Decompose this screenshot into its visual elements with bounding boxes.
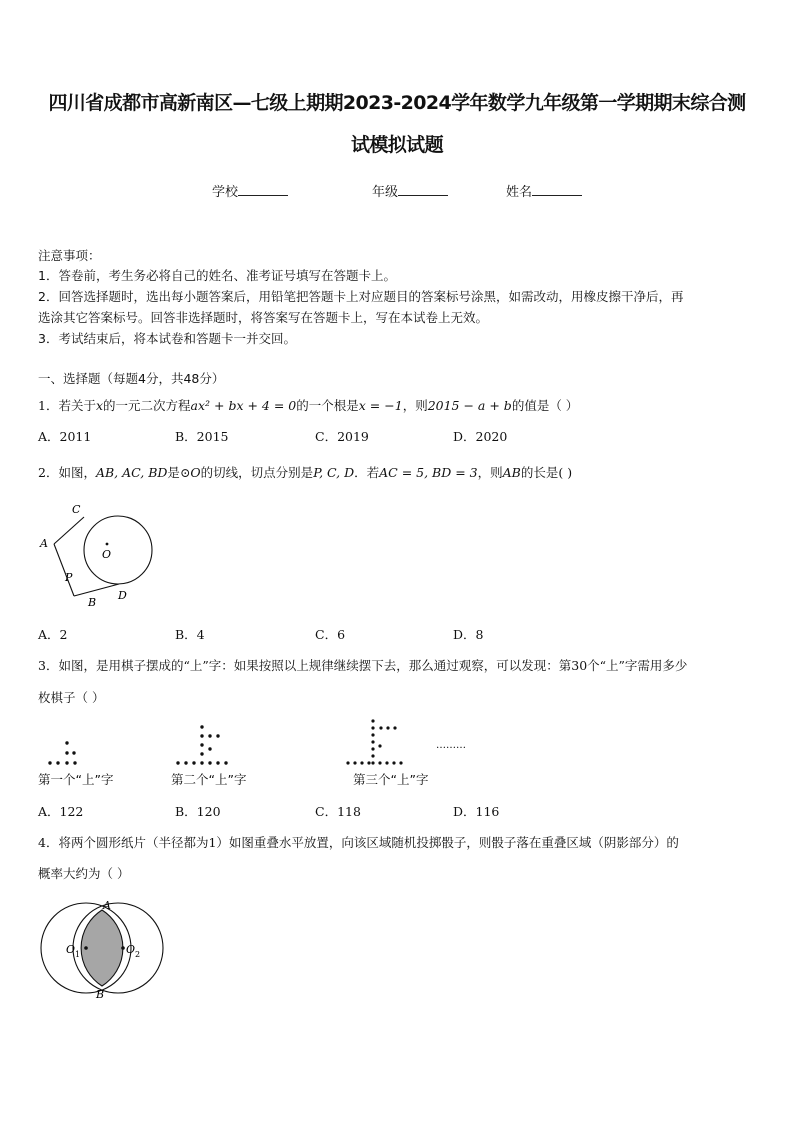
q3-option-d[interactable]: D．116	[453, 804, 500, 819]
q2-label-d: D	[118, 589, 127, 602]
question-4-line2: 概率大约为（ ）	[38, 866, 130, 881]
q2-label-b: B	[88, 596, 97, 609]
q2-label-a: A	[40, 537, 48, 550]
q3-option-a[interactable]: A．122	[38, 804, 84, 819]
q4-dot-o2	[121, 946, 125, 950]
q2-line-pd	[74, 584, 119, 596]
q2-label-c: C	[72, 503, 81, 516]
q2-label-p: P	[65, 571, 73, 584]
school-field[interactable]: 学校	[212, 181, 288, 200]
question-4-line1: 4．将两个圆形纸片（半径都为1）如图重叠水平放置，向该区域随机投掷骰子，则骰子落在重叠区域（阴影部分）的	[38, 835, 679, 850]
q4-label-o1: O	[66, 943, 76, 956]
note-2a: 2．回答选择题时，选出每小题答案后，用铅笔把答题卡上对应题目的答案标号涂黑，如需改动，用橡皮擦干净后，再	[38, 289, 684, 304]
note-2b: 选涂其它答案标号。回答非选择题时，将答案写在答题卡上，写在本试卷上无效。	[38, 310, 489, 325]
exam-title-line2: 试模拟试题	[350, 134, 443, 156]
pattern-2	[176, 725, 227, 764]
q4-dot-o1	[84, 946, 88, 950]
q4-label-a: A	[103, 899, 111, 912]
question-2-text: 2．如图，AB, AC, BD是⊙O的切线，切点分别是P, C, D．若AC = 5, BD = 3，则AB的长是( )	[38, 465, 573, 480]
q2-option-b[interactable]: B．4	[175, 627, 205, 642]
name-field[interactable]: 姓名	[506, 181, 582, 200]
q4-overlap-figure	[34, 896, 174, 1006]
q2-option-a[interactable]: A．2	[38, 627, 68, 642]
question-3-line1: 3．如图，是用棋子摆成的“上”字：如果按照以上规律继续摆下去，那么通过观察，可以发现：第30个“上”字需用多少	[38, 658, 688, 673]
caption-1: 第一个“上”字	[38, 772, 114, 787]
notes-heading: 注意事项：	[38, 248, 101, 263]
section-heading: 一、选择题（每题4分，共48分）	[38, 371, 225, 386]
q3-ellipsis: ………	[436, 740, 466, 751]
q1-option-c[interactable]: C．2019	[315, 429, 369, 444]
q2-option-c[interactable]: C．6	[315, 627, 346, 642]
question-1-text: 1．若关于x的一元二次方程ax² + bx + 4 = 0的一个根是x = −1，则2015 − a + b的值是（ ）	[38, 398, 579, 413]
q3-chess-figure	[36, 716, 486, 772]
q2-circle	[84, 516, 152, 584]
note-1: 1．答卷前，考生务必将自己的姓名、准考证号填写在答题卡上。	[38, 268, 396, 283]
q1-option-d[interactable]: D．2020	[453, 429, 508, 444]
grade-field[interactable]: 年级	[372, 181, 448, 200]
q2-tangent-figure	[34, 496, 164, 614]
q1-option-b[interactable]: B．2015	[175, 429, 229, 444]
q2-center-dot	[106, 543, 109, 546]
note-3: 3．考试结束后，将本试卷和答题卡一并交回。	[38, 331, 296, 346]
q4-label-b: B	[96, 988, 105, 1001]
caption-3: 第三个“上”字	[353, 772, 429, 787]
q3-option-b[interactable]: B．120	[175, 804, 221, 819]
pattern-3	[346, 719, 402, 764]
q4-label-o2-sub: 2	[135, 950, 141, 959]
q1-option-a[interactable]: A．2011	[38, 429, 92, 444]
q2-option-d[interactable]: D．8	[453, 627, 484, 642]
pattern-1	[48, 741, 76, 764]
q2-line-ac	[54, 517, 84, 544]
q2-line-ap	[54, 544, 74, 596]
question-3-line2: 枚棋子（ ）	[38, 690, 105, 705]
caption-2: 第二个“上”字	[171, 772, 247, 787]
exam-title-line1: 四川省成都市高新南区—七级上期期2023-2024学年数学九年级第一学期期末综合测	[48, 92, 746, 114]
q4-label-o1-sub: 1	[75, 950, 81, 959]
q2-label-o: O	[102, 548, 112, 561]
q4-label-o2: O	[126, 943, 136, 956]
q3-option-c[interactable]: C．118	[315, 804, 361, 819]
